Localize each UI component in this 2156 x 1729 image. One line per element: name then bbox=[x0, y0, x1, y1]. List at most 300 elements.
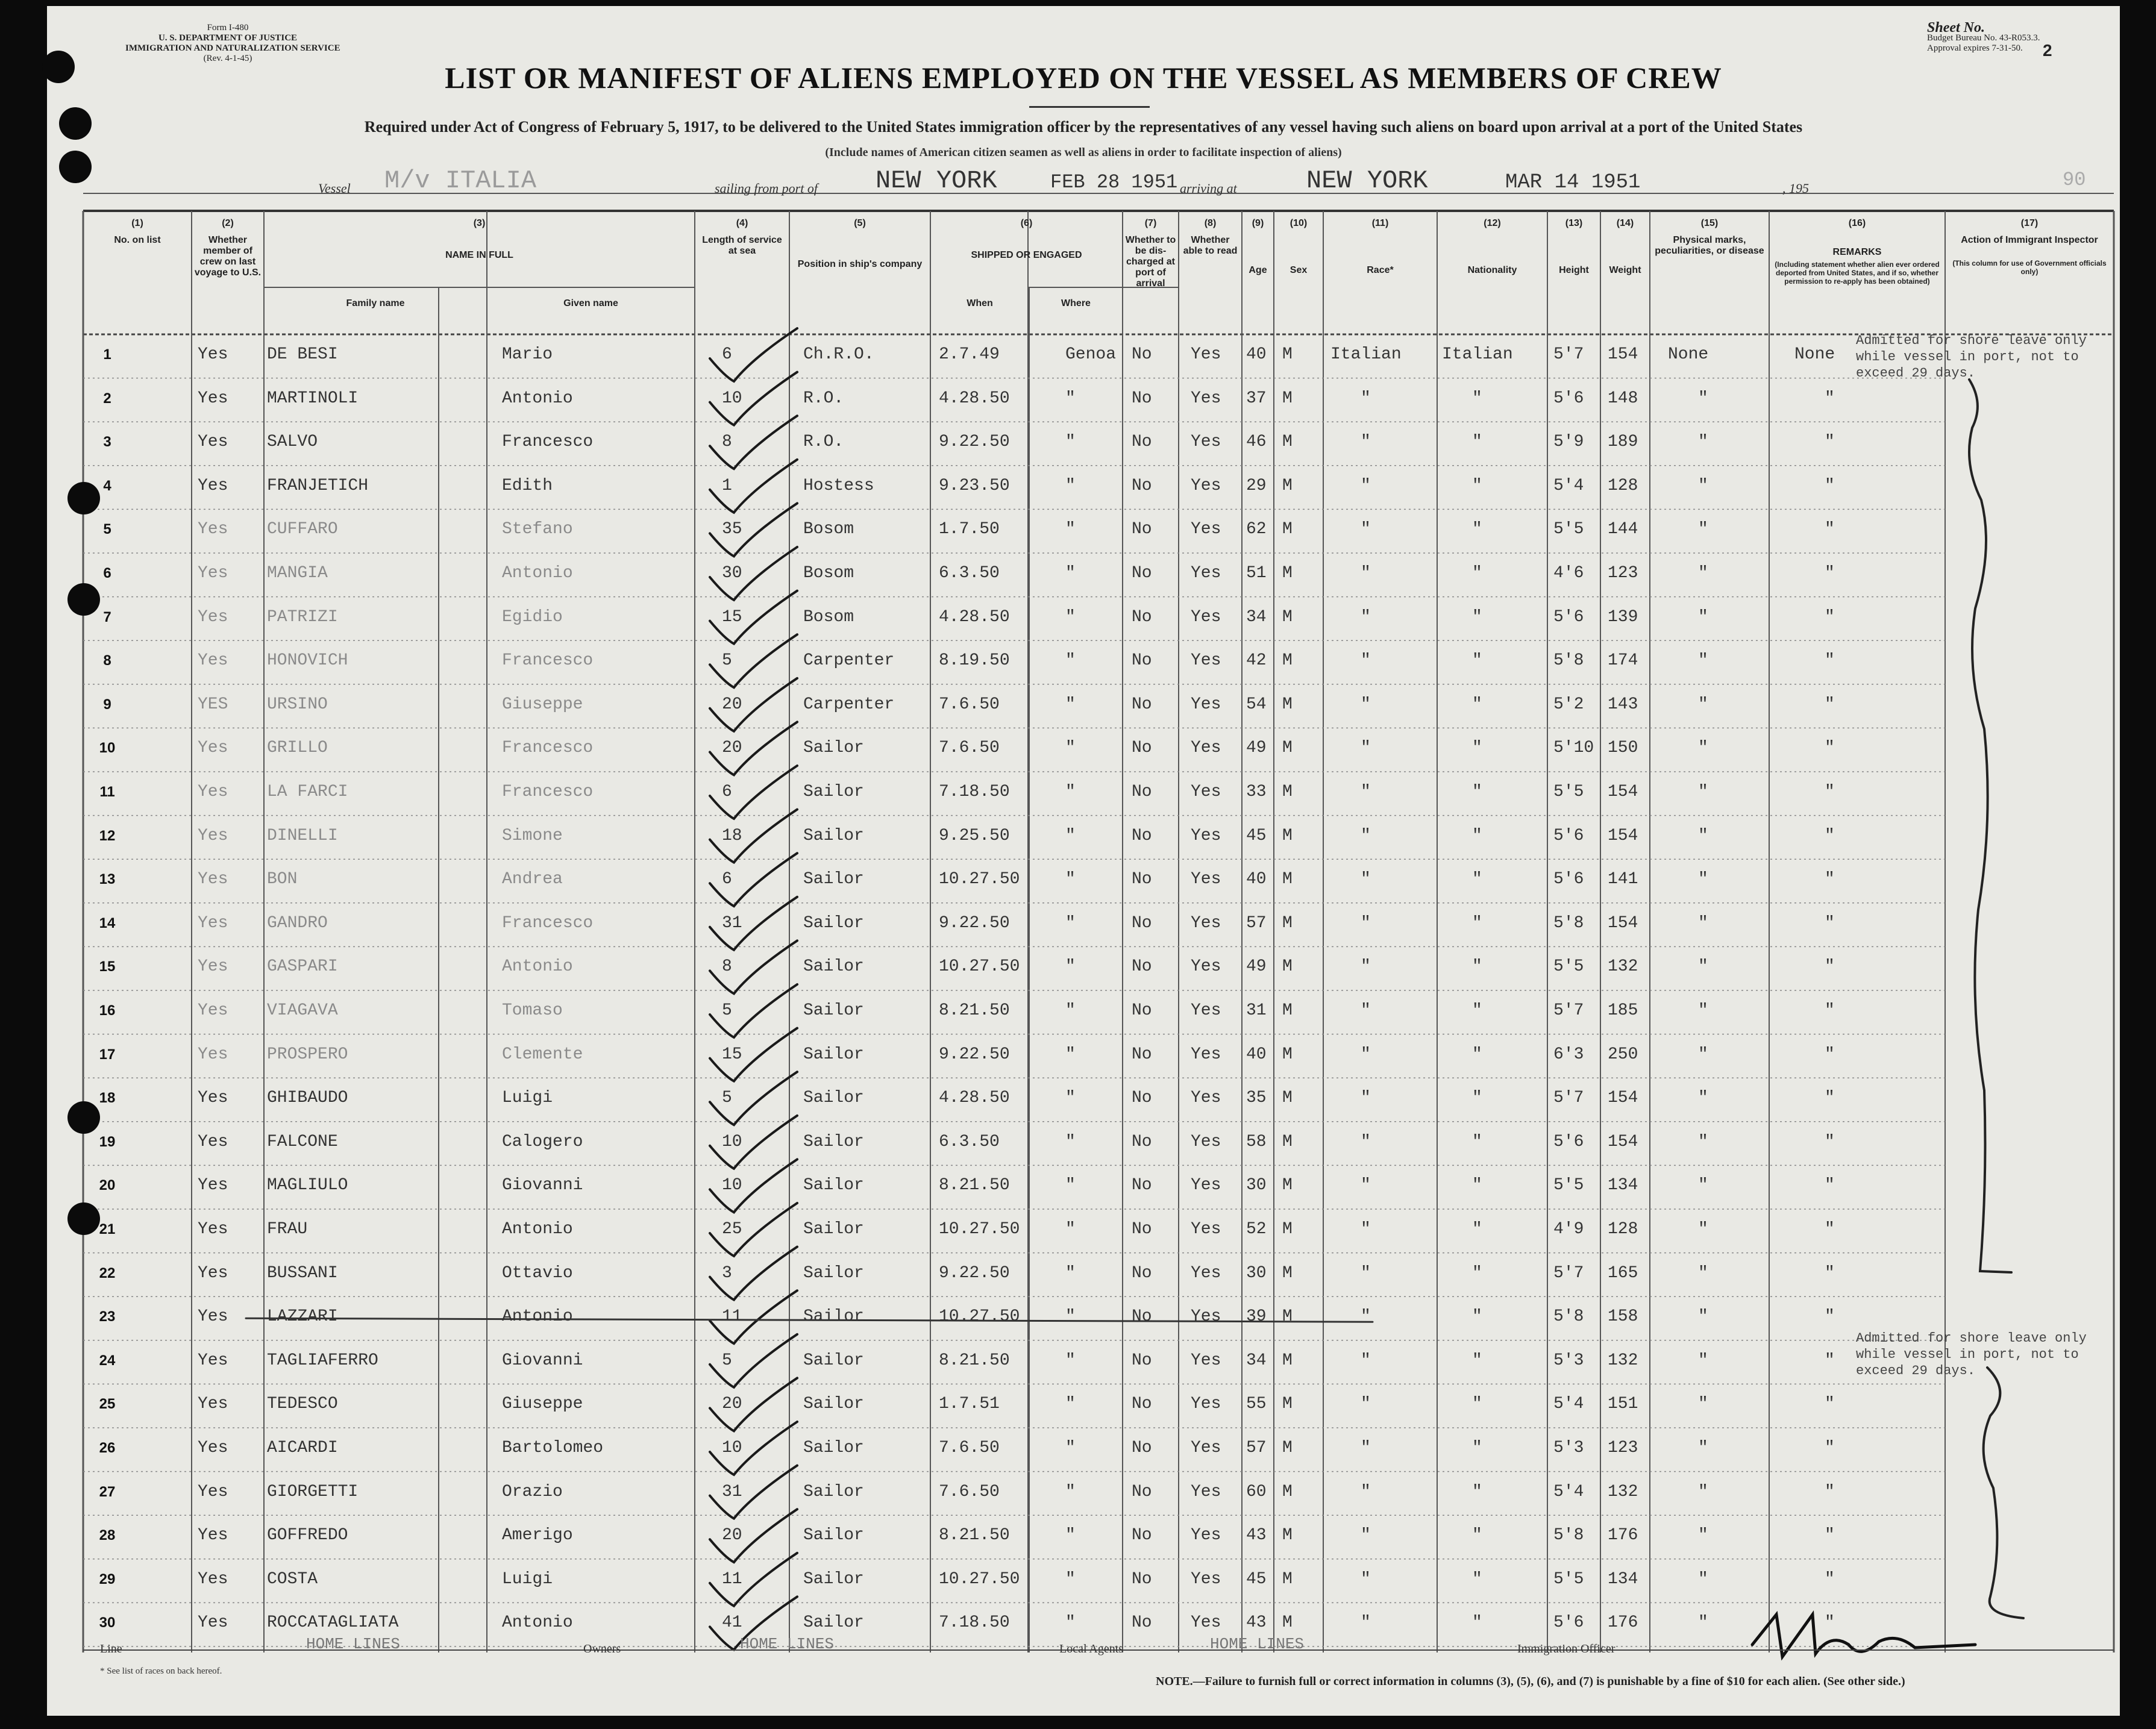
physical-marks: " bbox=[1698, 1045, 1708, 1064]
column-subnote-c17: (This column for use of Government officials only) bbox=[1952, 259, 2107, 276]
race: " bbox=[1361, 1045, 1371, 1064]
column-header-c10: Sex bbox=[1290, 265, 1308, 275]
check-mark bbox=[710, 547, 797, 600]
able-to-read: Yes bbox=[1191, 1089, 1221, 1108]
race: " bbox=[1361, 389, 1371, 408]
given-name: Antonio bbox=[502, 1220, 573, 1239]
sex: M bbox=[1282, 870, 1293, 889]
height: 5'6 bbox=[1553, 870, 1584, 889]
remarks: " bbox=[1825, 913, 1835, 933]
shipped-where: " bbox=[1065, 913, 1076, 933]
shipped-where: " bbox=[1065, 607, 1076, 627]
check-mark bbox=[710, 634, 797, 687]
service-length: 20 bbox=[722, 1395, 742, 1414]
shipped-where: " bbox=[1065, 1569, 1076, 1589]
age: 34 bbox=[1246, 1351, 1267, 1370]
row-number: 27 bbox=[99, 1483, 116, 1500]
height: 5'6 bbox=[1553, 389, 1584, 408]
discharge-status: No bbox=[1132, 957, 1152, 977]
age: 40 bbox=[1246, 1045, 1267, 1064]
position: R.O. bbox=[803, 389, 844, 408]
binder-hole bbox=[67, 583, 100, 616]
check-mark bbox=[710, 1247, 797, 1300]
height: 5'7 bbox=[1553, 1089, 1584, 1108]
crew-status: Yes bbox=[198, 1001, 228, 1020]
row-number: 11 bbox=[99, 784, 115, 800]
position: Bosom bbox=[803, 564, 854, 583]
discharge-status: No bbox=[1132, 913, 1152, 933]
column-number: (1) bbox=[131, 218, 143, 228]
discharge-status: No bbox=[1132, 1001, 1152, 1020]
shipped-when: 9.22.50 bbox=[939, 433, 1010, 452]
nationality: " bbox=[1472, 1307, 1482, 1327]
nationality: " bbox=[1472, 1439, 1482, 1457]
given-name: Ottavio bbox=[502, 1263, 573, 1283]
nationality: Italian bbox=[1442, 345, 1513, 364]
physical-marks: " bbox=[1698, 1482, 1708, 1501]
remarks: " bbox=[1825, 739, 1835, 758]
nationality: " bbox=[1472, 1263, 1482, 1283]
row-number: 18 bbox=[99, 1090, 116, 1107]
row-number: 17 bbox=[99, 1046, 116, 1063]
column-header-c7: Whether to be dis-charged at port of arrival bbox=[1125, 235, 1176, 289]
binder-hole bbox=[59, 107, 92, 140]
shipped-where: " bbox=[1065, 651, 1076, 671]
remarks: " bbox=[1825, 1132, 1835, 1151]
height: 5'8 bbox=[1553, 1526, 1584, 1545]
column-header-c2: Whether member of crew on last voyage to U.S. bbox=[194, 235, 262, 278]
nationality: " bbox=[1472, 651, 1482, 671]
binder-hole bbox=[67, 1202, 100, 1235]
nationality: " bbox=[1472, 1001, 1482, 1020]
race: " bbox=[1361, 520, 1371, 539]
sex: M bbox=[1282, 389, 1293, 408]
check-mark bbox=[710, 372, 797, 425]
weight: 158 bbox=[1608, 1307, 1638, 1327]
weight: 141 bbox=[1608, 870, 1638, 889]
nationality: " bbox=[1472, 1613, 1482, 1633]
race: " bbox=[1361, 695, 1371, 714]
able-to-read: Yes bbox=[1191, 1132, 1221, 1151]
family-name: GHIBAUDO bbox=[267, 1089, 348, 1108]
column-subheader: When bbox=[967, 298, 993, 308]
physical-marks: " bbox=[1698, 1351, 1708, 1370]
service-name: IMMIGRATION AND NATURALIZATION SERVICE bbox=[125, 43, 340, 53]
height: 4'6 bbox=[1553, 564, 1584, 583]
column-number: (11) bbox=[1371, 218, 1389, 228]
sailing-date: FEB 28 1951 bbox=[1050, 171, 1178, 193]
column-number: (8) bbox=[1204, 218, 1217, 228]
shipped-where: " bbox=[1065, 1220, 1076, 1239]
physical-marks: " bbox=[1698, 1569, 1708, 1589]
family-name: LAZZARI bbox=[267, 1307, 338, 1327]
physical-marks: None bbox=[1668, 345, 1709, 364]
service-length: 1 bbox=[722, 476, 732, 495]
sheet-label: Sheet No. bbox=[1927, 20, 1985, 36]
age: 40 bbox=[1246, 870, 1267, 889]
row-number: 19 bbox=[99, 1133, 116, 1150]
sex: M bbox=[1282, 1045, 1293, 1064]
discharge-status: No bbox=[1132, 826, 1152, 845]
height: 5'9 bbox=[1553, 433, 1584, 452]
service-length: 5 bbox=[722, 1001, 732, 1020]
crew-status: Yes bbox=[198, 1482, 228, 1501]
nationality: " bbox=[1472, 913, 1482, 933]
family-name: LA FARCI bbox=[267, 783, 348, 801]
approval-expiry: Approval expires 7-31-50. bbox=[1927, 43, 2023, 53]
height: 5'4 bbox=[1553, 1482, 1584, 1501]
shipped-where: " bbox=[1065, 1132, 1076, 1151]
nationality: " bbox=[1472, 1569, 1482, 1589]
nationality: " bbox=[1472, 1045, 1482, 1064]
family-name: GRILLO bbox=[267, 739, 328, 758]
position: R.O. bbox=[803, 433, 844, 452]
race: " bbox=[1361, 1613, 1371, 1633]
given-name: Egidio bbox=[502, 607, 563, 627]
check-mark bbox=[710, 940, 797, 993]
discharge-status: No bbox=[1132, 476, 1152, 495]
able-to-read: Yes bbox=[1191, 1176, 1221, 1195]
column-number: (6) bbox=[1020, 218, 1033, 228]
weight: 134 bbox=[1608, 1569, 1638, 1589]
given-name: Calogero bbox=[502, 1132, 583, 1151]
nationality: " bbox=[1472, 826, 1482, 845]
discharge-status: No bbox=[1132, 1482, 1152, 1501]
shipped-where: " bbox=[1065, 433, 1076, 452]
family-name: MANGIA bbox=[267, 564, 328, 583]
height: 5'7 bbox=[1553, 1001, 1584, 1020]
weight: 150 bbox=[1608, 739, 1638, 758]
age: 45 bbox=[1246, 1569, 1267, 1589]
service-length: 10 bbox=[722, 389, 742, 408]
service-length: 35 bbox=[722, 520, 742, 539]
row-number: 23 bbox=[99, 1308, 116, 1325]
physical-marks: " bbox=[1698, 1613, 1708, 1633]
shipped-when: 7.6.50 bbox=[939, 739, 1000, 758]
remarks: " bbox=[1825, 870, 1835, 889]
line-label: Line bbox=[100, 1642, 122, 1656]
column-header-c5: Position in ship's company bbox=[797, 259, 923, 269]
row-number: 4 bbox=[103, 477, 111, 494]
stamp-number: 90 bbox=[2063, 169, 2086, 191]
physical-marks: " bbox=[1698, 1526, 1708, 1545]
discharge-status: No bbox=[1132, 1526, 1152, 1545]
given-name: Antonio bbox=[502, 1613, 573, 1633]
weight: 128 bbox=[1608, 1220, 1638, 1239]
arriving-port: NEW YORK bbox=[1306, 166, 1428, 195]
check-mark bbox=[710, 1203, 797, 1256]
service-length: 10 bbox=[722, 1176, 742, 1195]
service-length: 6 bbox=[722, 345, 732, 364]
able-to-read: Yes bbox=[1191, 1220, 1221, 1239]
shipped-where: " bbox=[1065, 1439, 1076, 1457]
column-number: (4) bbox=[736, 218, 748, 228]
remarks: " bbox=[1825, 1569, 1835, 1589]
nationality: " bbox=[1472, 1132, 1482, 1151]
column-header-c11: Race* bbox=[1367, 265, 1394, 275]
age: 37 bbox=[1246, 389, 1267, 408]
physical-marks: " bbox=[1698, 1132, 1708, 1151]
remarks: " bbox=[1825, 1220, 1835, 1239]
height: 4'9 bbox=[1553, 1220, 1584, 1239]
physical-marks: " bbox=[1698, 1220, 1708, 1239]
discharge-status: No bbox=[1132, 739, 1152, 758]
crew-status: Yes bbox=[198, 389, 228, 408]
race: " bbox=[1361, 1395, 1371, 1414]
column-header-c3: NAME IN FULL bbox=[445, 250, 513, 260]
remarks: " bbox=[1825, 389, 1835, 408]
check-mark bbox=[710, 766, 797, 819]
given-name: Andrea bbox=[502, 870, 563, 889]
manifest-sheet bbox=[47, 6, 2120, 1716]
crew-status: YES bbox=[198, 695, 228, 714]
crew-status: Yes bbox=[198, 564, 228, 583]
crew-status: Yes bbox=[198, 1089, 228, 1108]
column-header-c13: Height bbox=[1559, 265, 1589, 275]
age: 29 bbox=[1246, 476, 1267, 495]
age: 42 bbox=[1246, 651, 1267, 671]
shipped-when: 10.27.50 bbox=[939, 1569, 1020, 1589]
shipped-when: 4.28.50 bbox=[939, 1089, 1010, 1108]
crew-status: Yes bbox=[198, 345, 228, 364]
discharge-status: No bbox=[1132, 1089, 1152, 1108]
discharge-status: No bbox=[1132, 389, 1152, 408]
column-header-c9: Age bbox=[1249, 265, 1267, 275]
height: 5'10 bbox=[1553, 739, 1594, 758]
age: 35 bbox=[1246, 1089, 1267, 1108]
discharge-status: No bbox=[1132, 1439, 1152, 1457]
check-mark bbox=[710, 1378, 797, 1431]
family-name: CUFFARO bbox=[267, 520, 338, 539]
given-name: Antonio bbox=[502, 389, 573, 408]
column-number: (9) bbox=[1252, 218, 1264, 228]
given-name: Francesco bbox=[502, 783, 594, 801]
weight: 132 bbox=[1608, 1482, 1638, 1501]
family-name: DE BESI bbox=[267, 345, 338, 364]
column-header-c14: Weight bbox=[1609, 265, 1641, 275]
shipped-where: " bbox=[1065, 1351, 1076, 1370]
shipped-when: 8.21.50 bbox=[939, 1001, 1010, 1020]
crew-status: Yes bbox=[198, 1132, 228, 1151]
race: " bbox=[1361, 1439, 1371, 1457]
crew-status: Yes bbox=[198, 1439, 228, 1457]
weight: 128 bbox=[1608, 476, 1638, 495]
service-length: 6 bbox=[722, 870, 732, 889]
physical-marks: " bbox=[1698, 433, 1708, 452]
column-header-c1: No. on list bbox=[114, 235, 161, 245]
shipped-when: 9.23.50 bbox=[939, 476, 1010, 495]
nationality: " bbox=[1472, 607, 1482, 627]
remarks: " bbox=[1825, 1482, 1835, 1501]
row-number: 13 bbox=[99, 871, 116, 888]
position: Sailor bbox=[803, 1482, 864, 1501]
physical-marks: " bbox=[1698, 1263, 1708, 1283]
shipped-when: 2.7.49 bbox=[939, 345, 1000, 364]
discharge-status: No bbox=[1132, 564, 1152, 583]
remarks: " bbox=[1825, 1263, 1835, 1283]
discharge-status: No bbox=[1132, 870, 1152, 889]
height: 5'5 bbox=[1553, 957, 1584, 977]
given-name: Bartolomeo bbox=[502, 1439, 604, 1457]
column-subheader: Family name bbox=[346, 298, 405, 308]
height: 5'5 bbox=[1553, 783, 1584, 801]
race: " bbox=[1361, 1263, 1371, 1283]
weight: 154 bbox=[1608, 783, 1638, 801]
family-name: COSTA bbox=[267, 1569, 318, 1589]
check-mark bbox=[710, 810, 797, 863]
age: 58 bbox=[1246, 1132, 1267, 1151]
given-name: Giovanni bbox=[502, 1176, 583, 1195]
position: Ch.R.O. bbox=[803, 345, 874, 364]
family-name: BUSSANI bbox=[267, 1263, 338, 1283]
shipped-where: " bbox=[1065, 520, 1076, 539]
age: 31 bbox=[1246, 1001, 1267, 1020]
column-header-c17: Action of Immigrant Inspector bbox=[1961, 235, 2098, 245]
given-name: Giovanni bbox=[502, 1351, 583, 1370]
height: 5'8 bbox=[1553, 651, 1584, 671]
sex: M bbox=[1282, 1132, 1293, 1151]
family-name: SALVO bbox=[267, 433, 318, 452]
able-to-read: Yes bbox=[1191, 1263, 1221, 1283]
nationality: " bbox=[1472, 695, 1482, 714]
check-mark bbox=[710, 1553, 797, 1606]
age: 52 bbox=[1246, 1220, 1267, 1239]
physical-marks: " bbox=[1698, 1001, 1708, 1020]
sex: M bbox=[1282, 1220, 1293, 1239]
physical-marks: " bbox=[1698, 651, 1708, 671]
weight: 132 bbox=[1608, 1351, 1638, 1370]
race: " bbox=[1361, 651, 1371, 671]
race: " bbox=[1361, 476, 1371, 495]
discharge-status: No bbox=[1132, 1351, 1152, 1370]
remarks: " bbox=[1825, 1613, 1835, 1633]
remarks: None bbox=[1794, 345, 1835, 364]
shipped-where: " bbox=[1065, 1045, 1076, 1064]
page-subnote: (Include names of American citizen seamen as well as aliens in order to facilitate inspection of aliens) bbox=[825, 146, 1342, 159]
row-number: 30 bbox=[99, 1615, 116, 1631]
check-mark bbox=[710, 328, 797, 381]
sex: M bbox=[1282, 1482, 1293, 1501]
position: Bosom bbox=[803, 607, 854, 627]
remarks: " bbox=[1825, 651, 1835, 671]
able-to-read: Yes bbox=[1191, 1613, 1221, 1633]
column-header-c8: Whether able to read bbox=[1183, 235, 1238, 256]
race: " bbox=[1361, 1001, 1371, 1020]
nationality: " bbox=[1472, 1220, 1482, 1239]
remarks: " bbox=[1825, 1526, 1835, 1545]
height: 5'7 bbox=[1553, 1263, 1584, 1283]
sex: M bbox=[1282, 651, 1293, 671]
shipped-when: 1.7.50 bbox=[939, 520, 1000, 539]
remarks: " bbox=[1825, 695, 1835, 714]
row-number: 26 bbox=[99, 1440, 116, 1456]
family-name: PROSPERO bbox=[267, 1045, 348, 1064]
able-to-read: Yes bbox=[1191, 1045, 1221, 1064]
penalty-note: NOTE.—Failure to furnish full or correct information in columns (3), (5), (6), and (7) is punishable by a fine of $10 for each alien. (See other side.) bbox=[1156, 1675, 1905, 1688]
column-number: (14) bbox=[1616, 218, 1634, 228]
age: 34 bbox=[1246, 607, 1267, 627]
shipped-where: " bbox=[1065, 1001, 1076, 1020]
shipped-where: " bbox=[1065, 389, 1076, 408]
family-name: PATRIZI bbox=[267, 607, 338, 627]
shipped-where: " bbox=[1065, 476, 1076, 495]
crew-status: Yes bbox=[198, 1569, 228, 1589]
height: 5'6 bbox=[1553, 607, 1584, 627]
shipped-when: 8.19.50 bbox=[939, 651, 1010, 671]
given-name: Luigi bbox=[502, 1089, 553, 1108]
weight: 154 bbox=[1608, 913, 1638, 933]
age: 33 bbox=[1246, 783, 1267, 801]
shipped-when: 10.27.50 bbox=[939, 1220, 1020, 1239]
department: U. S. DEPARTMENT OF JUSTICE bbox=[158, 33, 298, 43]
check-mark bbox=[710, 1116, 797, 1169]
position: Sailor bbox=[803, 870, 864, 889]
shipped-when: 7.6.50 bbox=[939, 695, 1000, 714]
height: 5'6 bbox=[1553, 1132, 1584, 1151]
position: Carpenter bbox=[803, 651, 895, 671]
remarks: " bbox=[1825, 1001, 1835, 1020]
race: " bbox=[1361, 783, 1371, 801]
race: " bbox=[1361, 1132, 1371, 1151]
age: 57 bbox=[1246, 1439, 1267, 1457]
able-to-read: Yes bbox=[1191, 1482, 1221, 1501]
position: Sailor bbox=[803, 1176, 864, 1195]
owners-value: HOME LINES bbox=[740, 1635, 835, 1653]
weight: 165 bbox=[1608, 1263, 1638, 1283]
weight: 189 bbox=[1608, 433, 1638, 452]
crew-status: Yes bbox=[198, 607, 228, 627]
given-name: Francesco bbox=[502, 739, 594, 758]
service-length: 10 bbox=[722, 1132, 742, 1151]
remarks: " bbox=[1825, 476, 1835, 495]
physical-marks: " bbox=[1698, 739, 1708, 758]
races-footnote: * See list of races on back hereof. bbox=[100, 1666, 222, 1676]
position: Sailor bbox=[803, 1395, 864, 1414]
discharge-status: No bbox=[1132, 1395, 1152, 1414]
shipped-when: 10.27.50 bbox=[939, 1307, 1020, 1327]
age: 46 bbox=[1246, 433, 1267, 452]
remarks: " bbox=[1825, 1089, 1835, 1108]
weight: 143 bbox=[1608, 695, 1638, 714]
shipped-where: " bbox=[1065, 1263, 1076, 1283]
discharge-status: No bbox=[1132, 783, 1152, 801]
discharge-status: No bbox=[1132, 1176, 1152, 1195]
row-number: 9 bbox=[103, 696, 111, 713]
race: " bbox=[1361, 1307, 1371, 1327]
crew-status: Yes bbox=[198, 783, 228, 801]
height: 5'5 bbox=[1553, 1176, 1584, 1195]
able-to-read: Yes bbox=[1191, 607, 1221, 627]
shipped-where: " bbox=[1065, 1395, 1076, 1414]
remarks: " bbox=[1825, 1176, 1835, 1195]
shipped-when: 9.22.50 bbox=[939, 1263, 1010, 1283]
arriving-date: MAR 14 1951 bbox=[1505, 171, 1641, 194]
able-to-read: Yes bbox=[1191, 870, 1221, 889]
given-name: Stefano bbox=[502, 520, 573, 539]
sex: M bbox=[1282, 520, 1293, 539]
row-number: 10 bbox=[99, 740, 116, 757]
nationality: " bbox=[1472, 564, 1482, 583]
family-name: ROCCATAGLIATA bbox=[267, 1613, 399, 1633]
row-number: 8 bbox=[103, 652, 111, 669]
position: Sailor bbox=[803, 957, 864, 977]
crew-status: Yes bbox=[198, 1045, 228, 1064]
crew-status: Yes bbox=[198, 1176, 228, 1195]
nationality: " bbox=[1472, 476, 1482, 495]
crew-status: Yes bbox=[198, 433, 228, 452]
nationality: " bbox=[1472, 870, 1482, 889]
physical-marks: " bbox=[1698, 1176, 1708, 1195]
